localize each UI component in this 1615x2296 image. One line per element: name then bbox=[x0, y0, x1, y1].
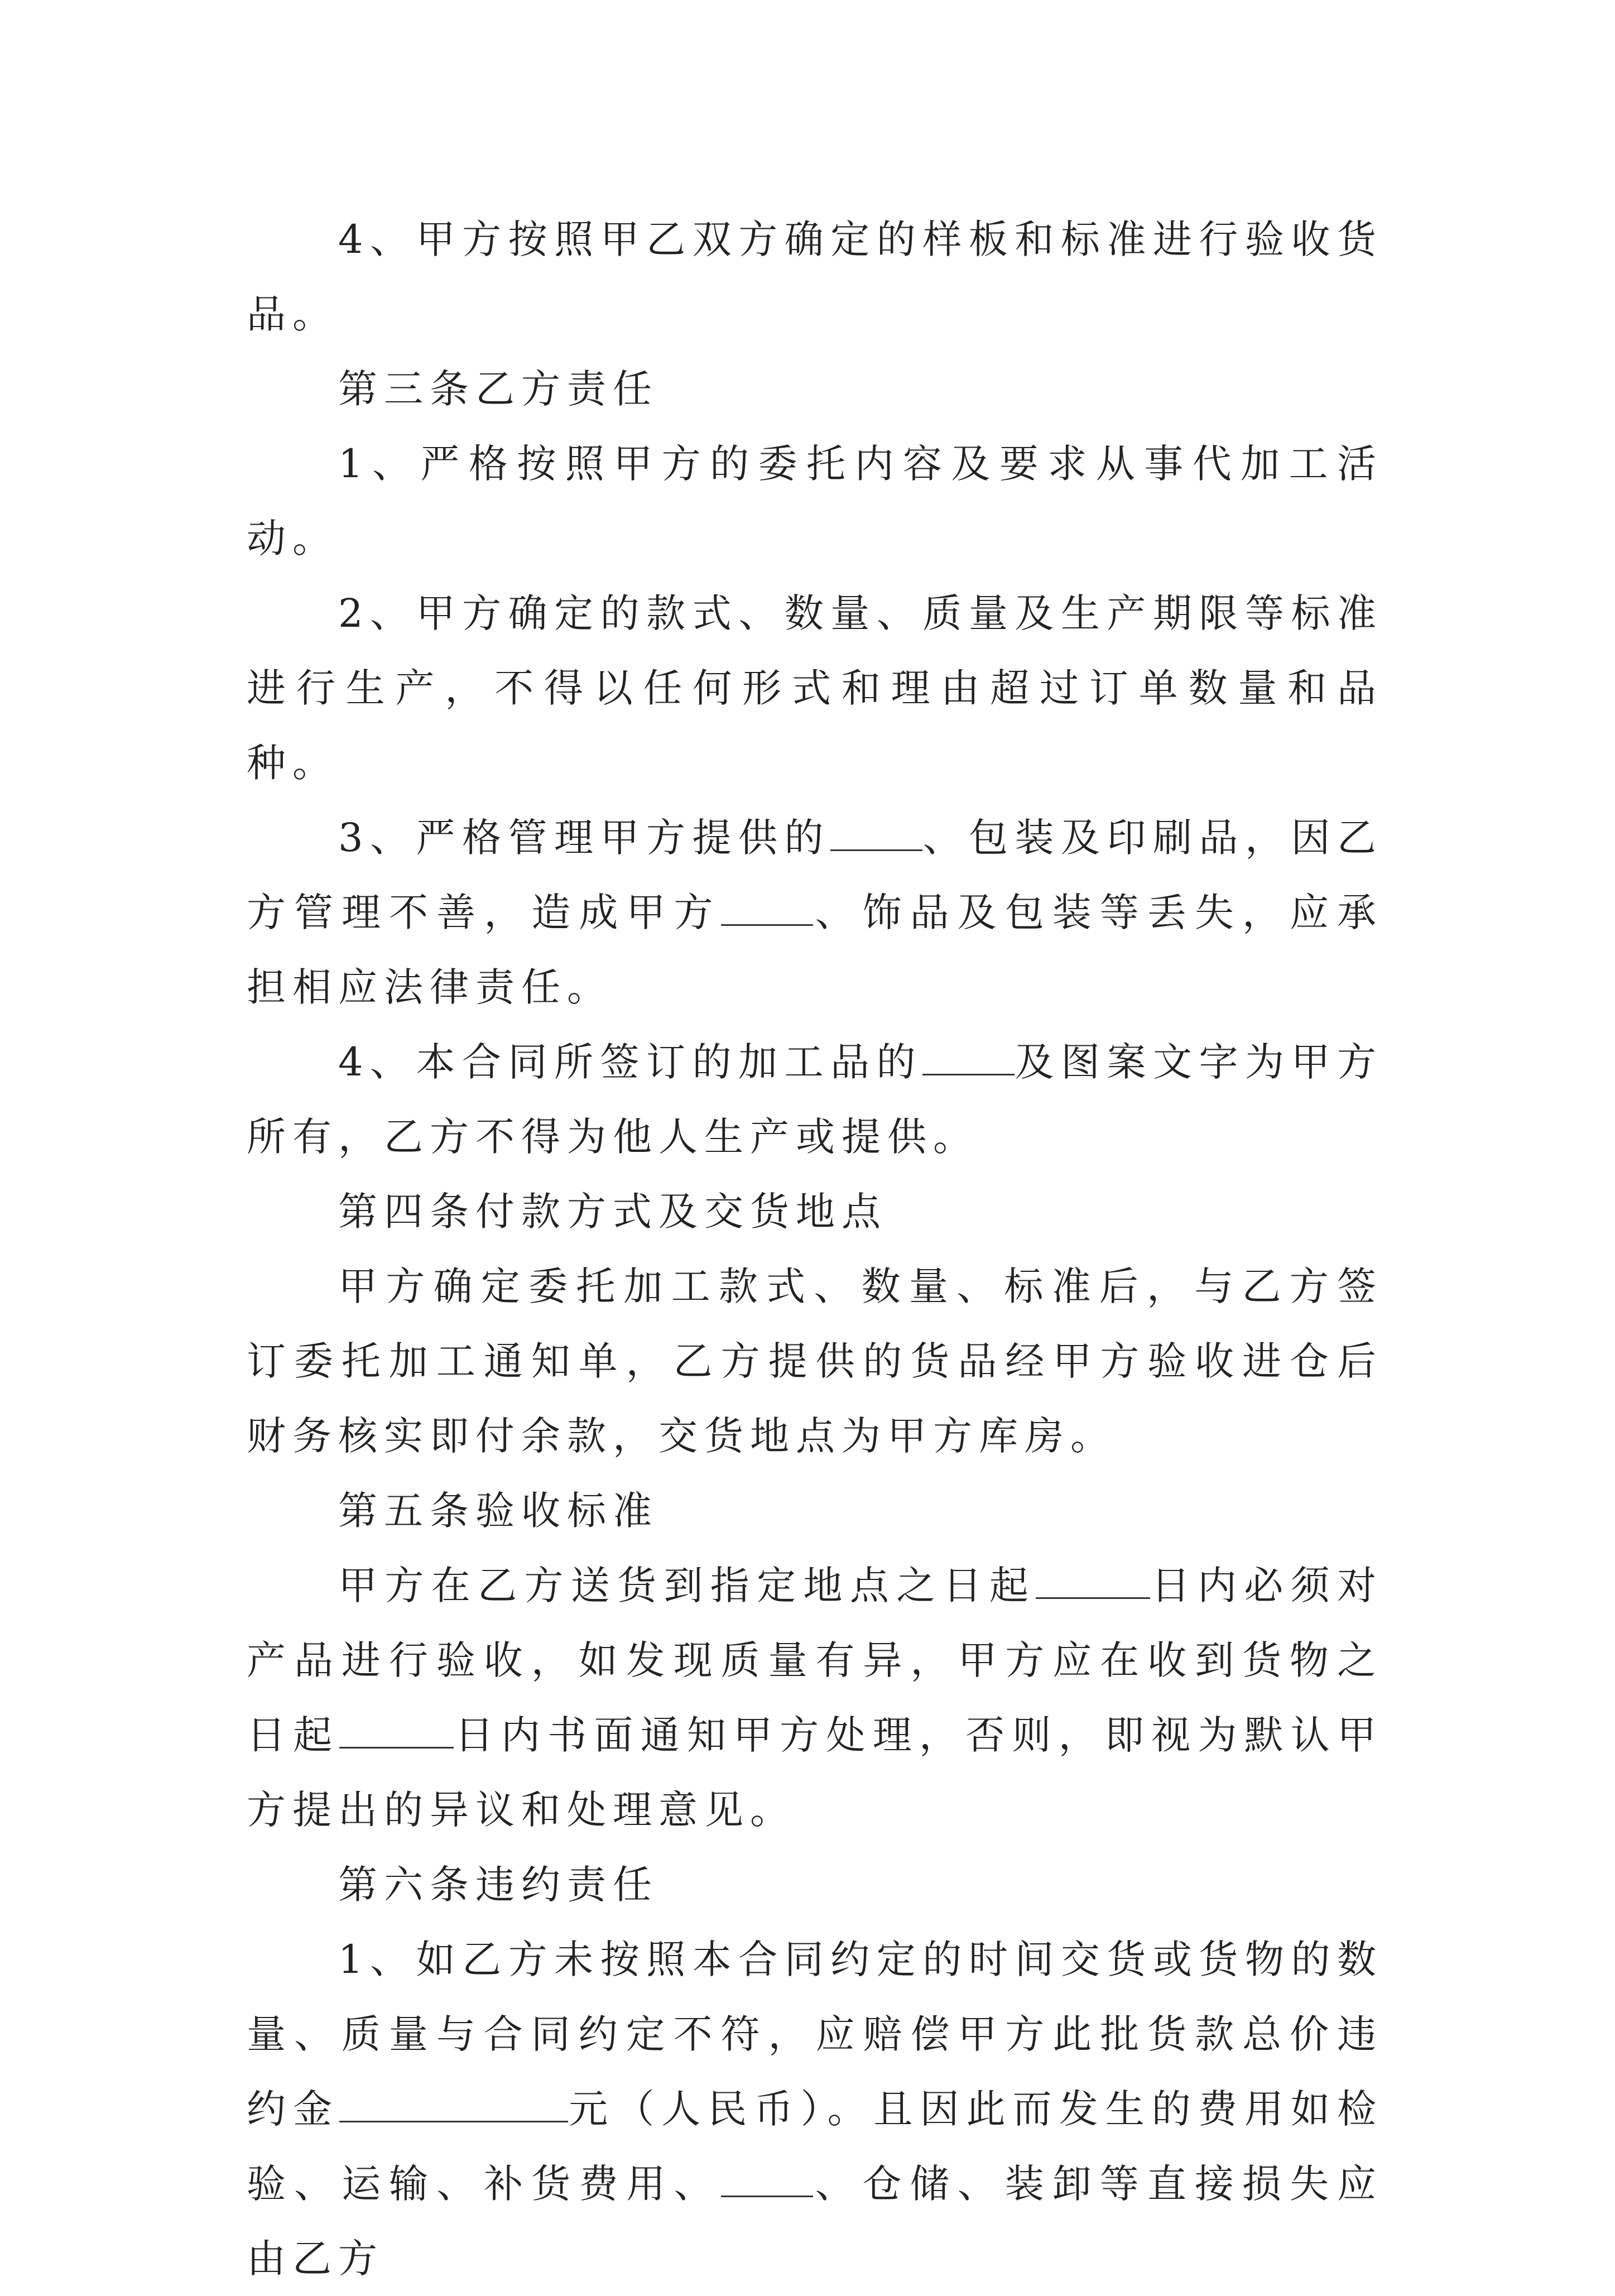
paragraph bbox=[247, 1922, 1383, 2296]
section-heading bbox=[247, 1473, 1383, 1548]
fill-in-blank bbox=[721, 891, 813, 926]
fill-in-blank bbox=[339, 1713, 454, 1749]
section-heading bbox=[247, 352, 1383, 426]
paragraph bbox=[247, 1025, 1383, 1174]
text-segment: 及图案文字为甲方所有，乙方不得为他人生产或提供。 bbox=[247, 1039, 1383, 1160]
text-segment: 3、严格管理甲方提供的 bbox=[338, 815, 831, 861]
text-segment: 4、本合同所签订的加工品的 bbox=[338, 1039, 923, 1085]
text-segment: 1、严格按照甲方的委托内容及要求从事代加工活动。 bbox=[247, 441, 1383, 561]
text-segment: 、饰品及包装等丢失，应承担相应法律责任。 bbox=[247, 890, 1383, 1010]
paragraph bbox=[247, 800, 1383, 1025]
text-segment: 日内必须对产品进行验收，如发现质量有异，甲方应在收到货物之日起 bbox=[247, 1563, 1383, 1758]
fill-in-blank bbox=[339, 2087, 568, 2122]
text-segment: 甲方确定委托加工款式、数量、标准后，与乙方签订委托加工通知单，乙方提供的货品经甲方验收进仓后财务核实即付余款，交货地点为甲方库房。 bbox=[247, 1264, 1383, 1459]
paragraph bbox=[247, 1249, 1383, 1473]
section-heading bbox=[247, 1847, 1383, 1922]
fill-in-blank bbox=[1036, 1564, 1150, 1599]
text-segment: 第六条违约责任 bbox=[338, 1862, 659, 1908]
text-segment: 甲方在乙方送货到指定地点之日起 bbox=[338, 1563, 1036, 1608]
paragraph bbox=[247, 202, 1383, 352]
fill-in-blank bbox=[922, 1040, 1015, 1075]
section-heading bbox=[247, 1174, 1383, 1249]
text-segment: 、仓储、装卸等直接损失应由乙方 bbox=[247, 2161, 1383, 2281]
text-segment: 1、如乙方未按照本合同约定的时间交货或货物的数量、质量与合同约定不符，应赔偿甲方此批货款总价违约金 bbox=[247, 1937, 1383, 2132]
text-segment: 元（人民币）。且因此而发生的费用如检验、运输、补货费用、 bbox=[247, 2086, 1383, 2207]
text-segment: 第三条乙方责任 bbox=[338, 366, 659, 412]
document-body bbox=[247, 202, 1383, 2296]
fill-in-blank bbox=[721, 2162, 813, 2197]
text-segment: 2、甲方确定的款式、数量、质量及生产期限等标准进行生产，不得以任何形式和理由超过订单数量和品种。 bbox=[247, 590, 1383, 786]
fill-in-blank bbox=[830, 816, 922, 851]
paragraph bbox=[247, 1548, 1383, 1847]
text-segment: 第五条验收标准 bbox=[338, 1488, 659, 1534]
text-segment: 第四条付款方式及交货地点 bbox=[338, 1189, 887, 1235]
paragraph bbox=[247, 576, 1383, 800]
paragraph bbox=[247, 426, 1383, 576]
text-segment: 、包装及印刷品，因乙方管理不善，造成甲方 bbox=[247, 815, 1383, 935]
text-segment: 4、甲方按照甲乙双方确定的样板和标准进行验收货品。 bbox=[247, 217, 1383, 337]
text-segment: 日内书面通知甲方处理，否则，即视为默认甲方提出的异议和处理意见。 bbox=[247, 1712, 1383, 1833]
